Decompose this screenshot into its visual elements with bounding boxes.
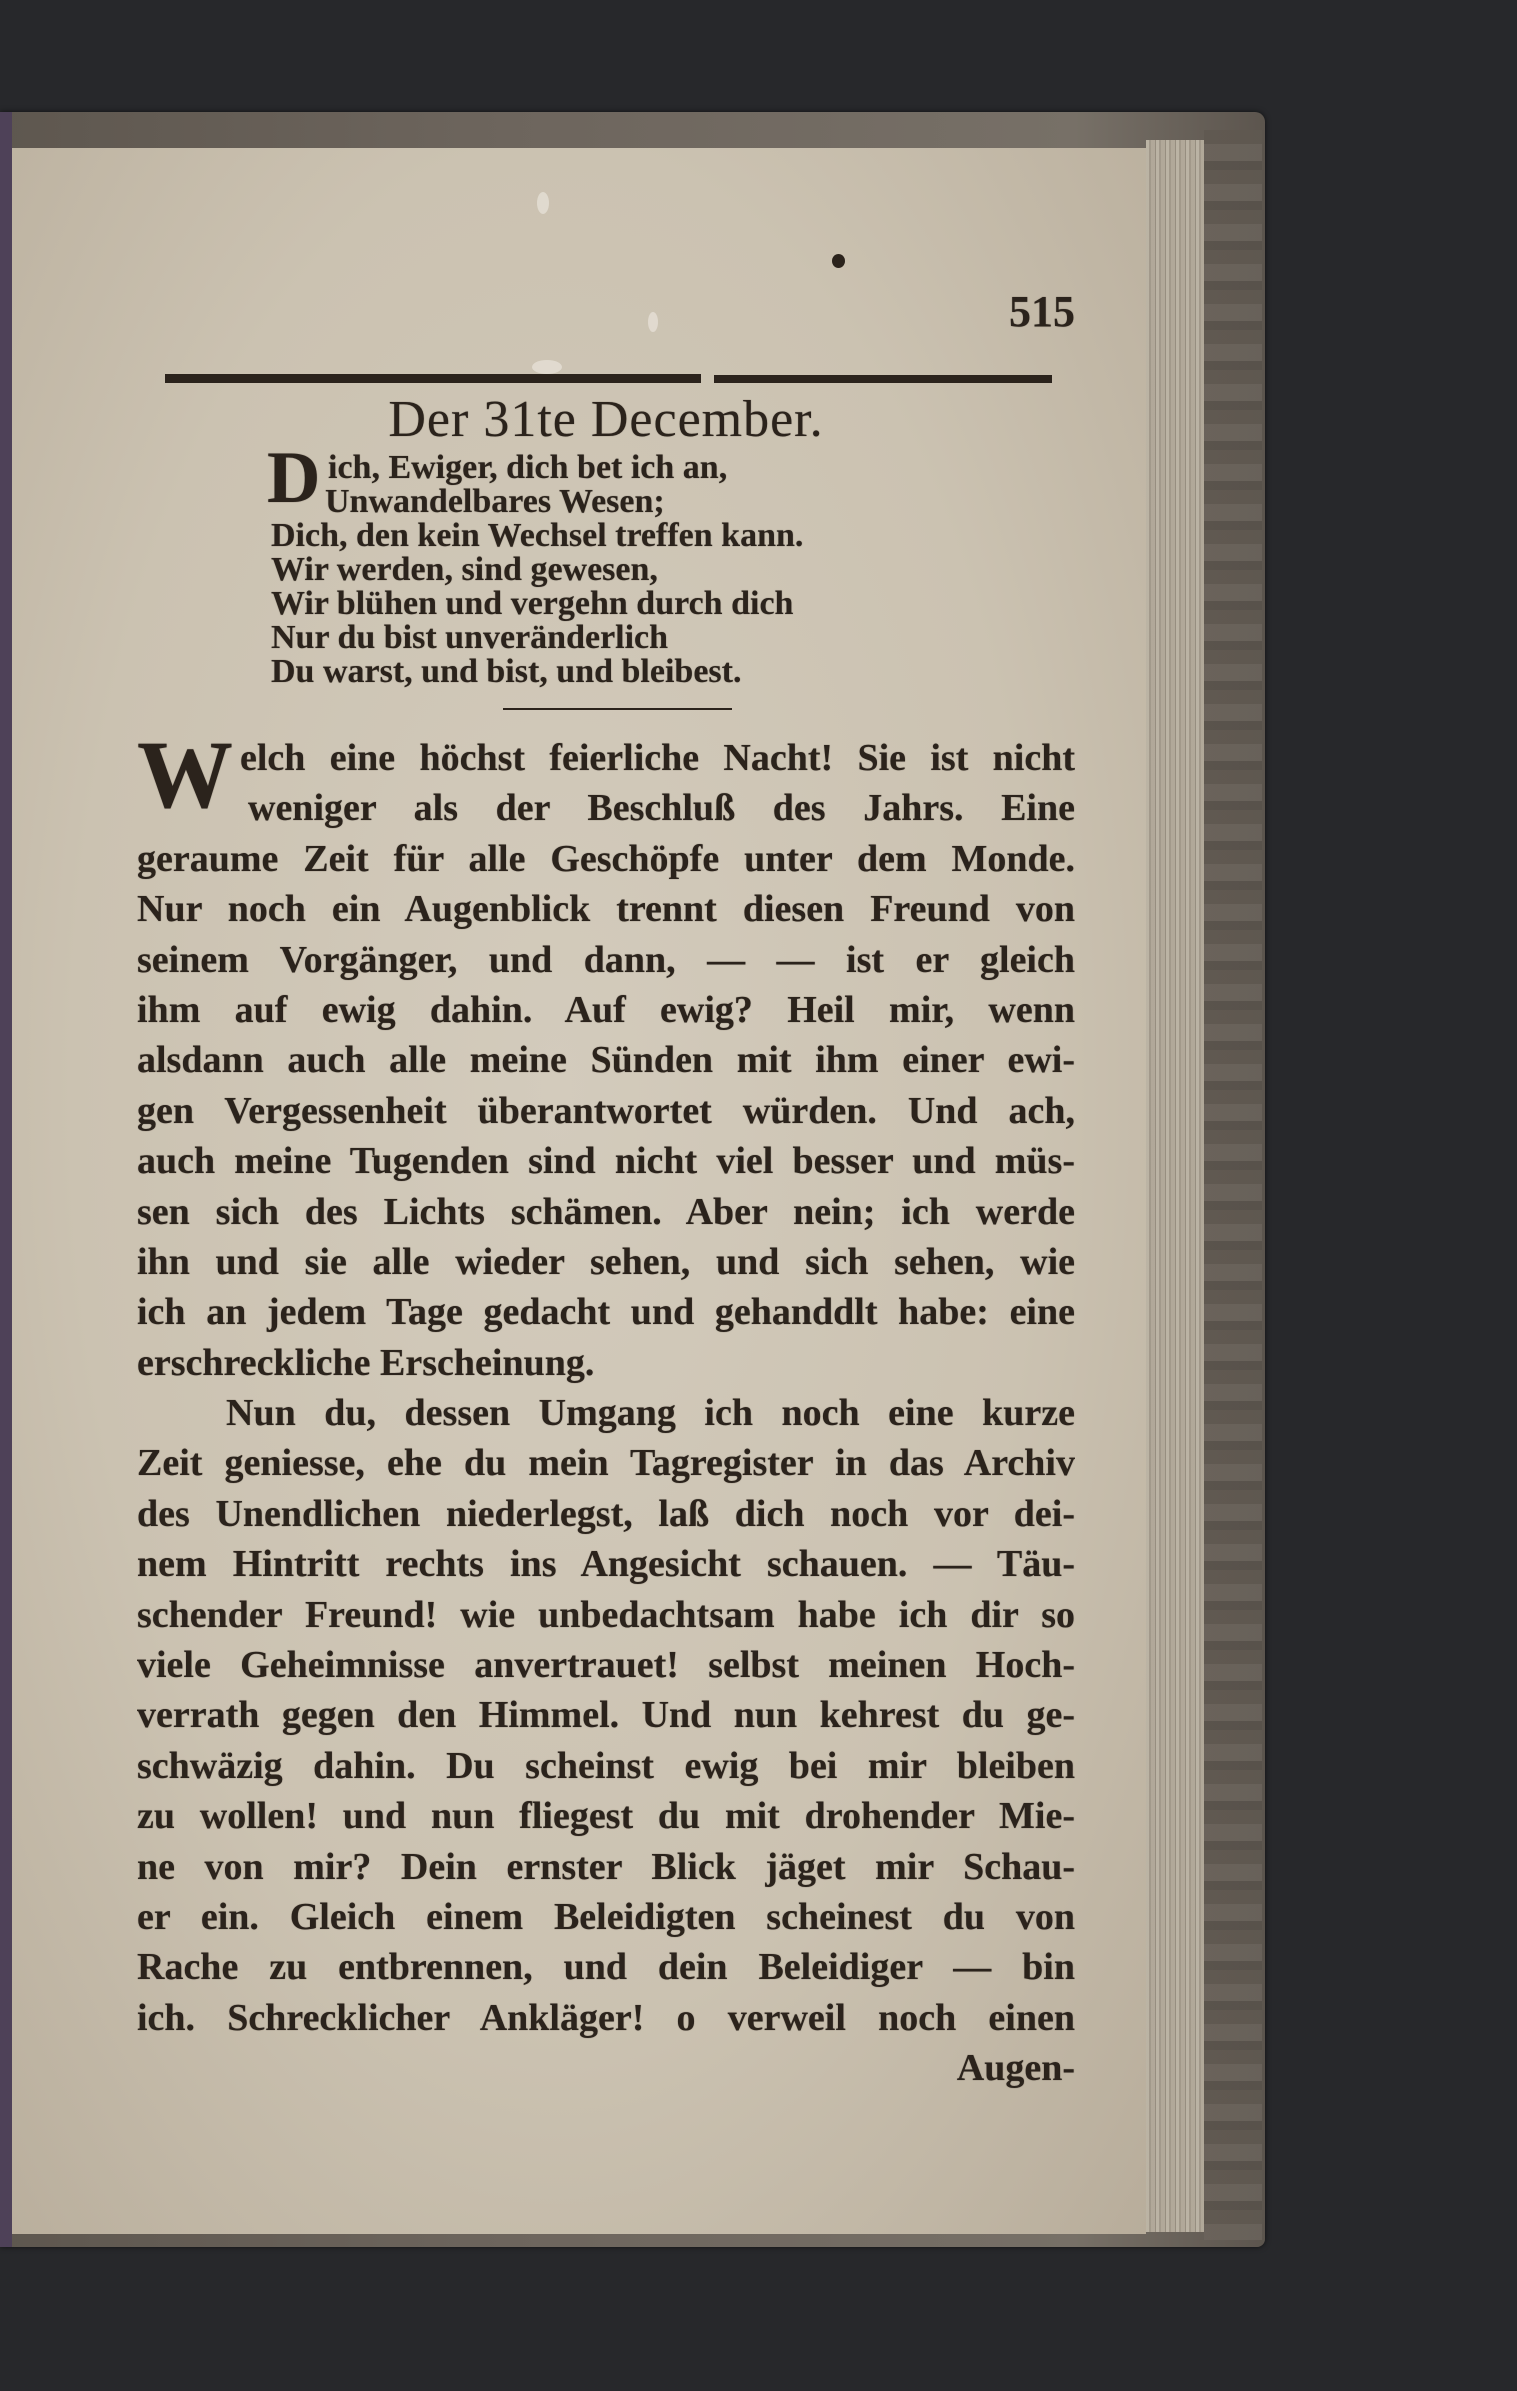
text-line: nem Hintritt rechts ins Angesicht schauen. — Täu- — [137, 1543, 1075, 1586]
text-line: schender Freund! wie unbedachtsam habe ich dir so — [137, 1593, 1075, 1636]
text-line: gen Vergessenheit überantwortet würden. Und ach, — [137, 1089, 1075, 1132]
text-line: ne von mir? Dein ernster Blick jäget mir Schau- — [137, 1845, 1075, 1888]
header-rule-right — [714, 375, 1052, 383]
catchword: Augen- — [956, 2047, 1075, 2090]
poem-line: Nur du bist unveränderlich — [271, 619, 669, 656]
text-line: erschreckliche Erscheinung. — [137, 1341, 595, 1384]
paper-hole — [532, 360, 562, 374]
text-line: des Unendlichen niederlegst, laß dich noch vor dei- — [137, 1492, 1075, 1535]
text-line: zu wollen! und nun fliegest du mit drohender Mie- — [137, 1795, 1075, 1838]
poem-line: ich, Ewiger, dich bet ich an, — [328, 449, 728, 486]
text-line: elch eine höchst feierliche Nacht! Sie ist nicht — [240, 737, 1075, 779]
text-line: weniger als der Beschluß des Jahrs. Eine — [248, 787, 1075, 830]
paper-hole — [537, 192, 549, 214]
text-line: geraume Zeit für alle Geschöpfe unter dem Monde. — [137, 837, 1075, 880]
poem-line: Wir blühen und vergehn durch dich — [271, 585, 794, 622]
text-line: ich an jedem Tage gedacht und gehanddlt habe: eine — [137, 1291, 1075, 1334]
binding-strip — [0, 112, 12, 2247]
poem-line: Dich, den kein Wechsel treffen kann. — [271, 517, 804, 554]
text-line: schwäzig dahin. Du scheinst ewig bei mir bleiben — [137, 1744, 1075, 1787]
text-line: Zeit geniesse, ehe du mein Tagregister in das Archiv — [137, 1442, 1075, 1485]
poem-line: Wir werden, sind gewesen, — [271, 551, 658, 588]
text-line: Nur noch ein Augenblick trennt diesen Freund von — [137, 888, 1075, 931]
cover-edge — [1204, 130, 1262, 2240]
header-rule-left — [165, 374, 701, 383]
body-text — [137, 733, 1075, 2094]
page-stack-edges — [1146, 140, 1204, 2232]
text-line: sen sich des Lichts schämen. Aber nein; ich werde — [137, 1190, 1075, 1233]
text-line: Rache zu entbrennen, und dein Beleidiger — bin — [137, 1946, 1075, 1989]
text-line: verrath gegen den Himmel. Und nun kehrest du ge- — [137, 1694, 1075, 1737]
text-line: alsdann auch alle meine Sünden mit ihm einer ewi- — [137, 1039, 1075, 1082]
text-line: ihn und sie alle wieder sehen, und sich sehen, wie — [137, 1240, 1075, 1283]
text-line: Nun du, dessen Umgang ich noch eine kurze — [226, 1392, 1075, 1435]
text-line: er ein. Gleich einem Beleidigten scheinest du von — [137, 1895, 1075, 1938]
page-number: 515 — [1009, 287, 1075, 336]
poem-line: Unwandelbares Wesen; — [325, 483, 665, 520]
text-line: viele Geheimnisse anvertrauet! selbst meinen Hoch- — [137, 1644, 1075, 1687]
text-line: seinem Vorgänger, und dann, — — ist er gleich — [137, 938, 1075, 981]
poem-drop-cap: D — [267, 437, 321, 519]
text-line: auch meine Tugenden sind nicht viel besser und müs- — [137, 1140, 1075, 1183]
body-drop-cap: W — [137, 721, 233, 828]
text-line: ich. Schrecklicher Ankläger! o verweil noch einen — [137, 1996, 1075, 2039]
ink-mark — [832, 254, 845, 268]
section-title: Der 31te December. — [388, 391, 824, 448]
poem — [271, 451, 1071, 689]
poem-separator-rule — [503, 708, 732, 710]
poem-line: Du warst, und bist, und bleibest. — [271, 653, 742, 690]
text-line: ihm auf ewig dahin. Auf ewig? Heil mir, wenn — [137, 988, 1075, 1031]
